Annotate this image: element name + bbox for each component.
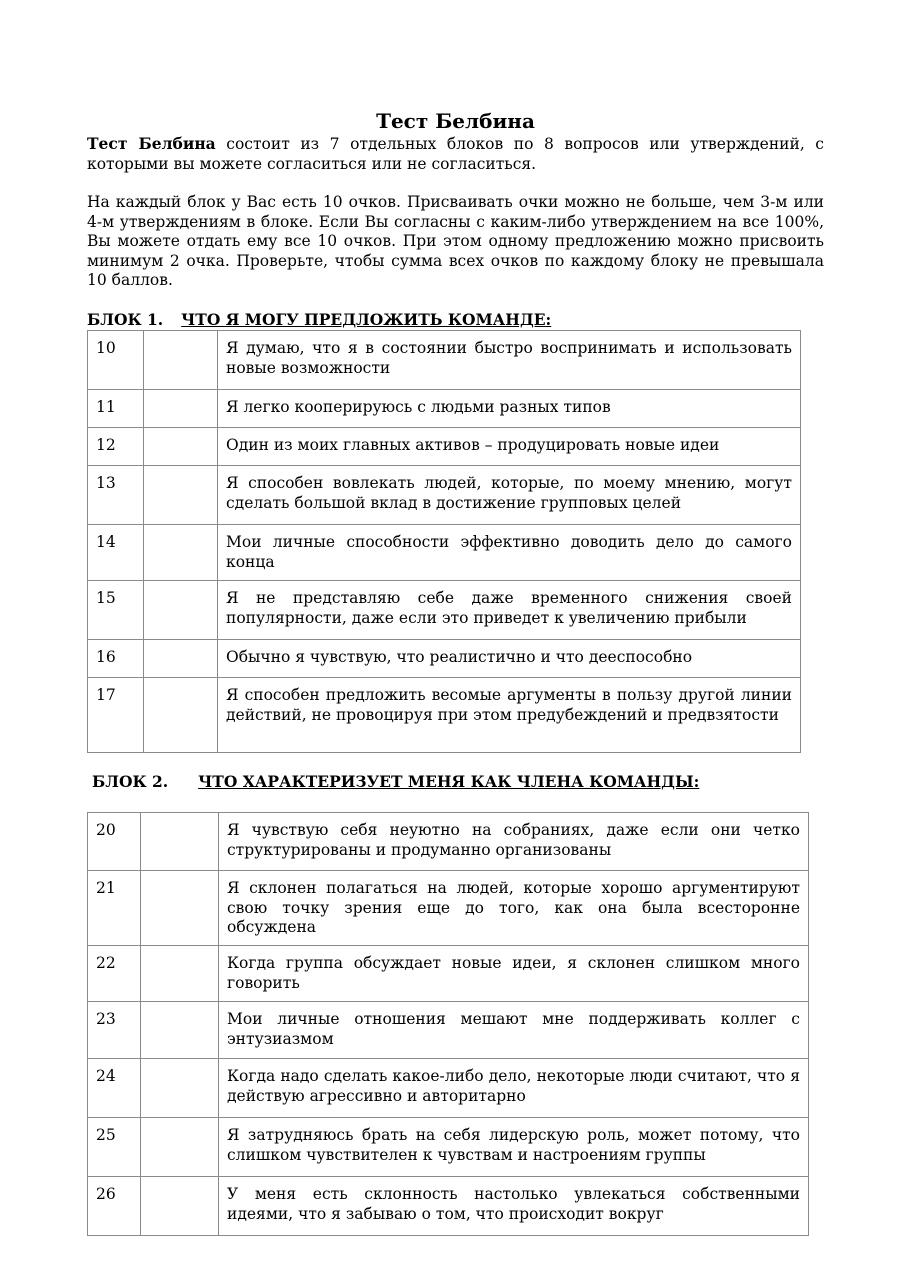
statement-text: Один из моих главных активов – продуцировать новые идеи xyxy=(218,428,801,466)
statement-number: 22 xyxy=(88,946,141,1002)
score-cell[interactable] xyxy=(141,1118,219,1177)
statement-number: 13 xyxy=(88,466,144,525)
table-row xyxy=(88,1059,809,1118)
statement-number: 17 xyxy=(88,678,144,753)
table-row xyxy=(88,946,809,1002)
score-cell[interactable] xyxy=(144,640,218,678)
score-cell[interactable] xyxy=(144,525,218,581)
table-row xyxy=(88,466,801,525)
statement-text: Обычно я чувствую, что реалистично и что дееспособно xyxy=(218,640,801,678)
statement-number: 20 xyxy=(88,813,141,871)
statement-number: 26 xyxy=(88,1177,141,1236)
score-cell[interactable] xyxy=(141,813,219,871)
table-row xyxy=(88,1177,809,1236)
table-row xyxy=(88,428,801,466)
score-cell[interactable] xyxy=(144,390,218,428)
statement-number: 12 xyxy=(88,428,144,466)
intro-paragraph-1 xyxy=(87,134,824,174)
statement-text: Мои личные способности эффективно доводить дело до самого конца xyxy=(218,525,801,581)
block-1-label: БЛОК 1. xyxy=(87,310,164,329)
score-cell[interactable] xyxy=(141,1177,219,1236)
table-row xyxy=(88,525,801,581)
score-cell[interactable] xyxy=(141,1002,219,1059)
table-row xyxy=(88,678,801,753)
statement-text: Я думаю, что я в состоянии быстро воспринимать и использовать новые возможности xyxy=(218,331,801,390)
statement-number: 11 xyxy=(88,390,144,428)
table-row xyxy=(88,390,801,428)
statement-text: Когда группа обсуждает новые идеи, я склонен слишком много говорить xyxy=(219,946,809,1002)
statement-number: 24 xyxy=(88,1059,141,1118)
statement-text: Я легко кооперируюсь с людьми разных типов xyxy=(218,390,801,428)
block-1-table xyxy=(87,330,801,753)
score-cell[interactable] xyxy=(141,946,219,1002)
statement-number: 16 xyxy=(88,640,144,678)
table-row xyxy=(88,871,809,946)
statement-number: 25 xyxy=(88,1118,141,1177)
score-cell[interactable] xyxy=(144,678,218,753)
score-cell[interactable] xyxy=(141,871,219,946)
block-2-table xyxy=(87,812,809,1236)
intro-paragraph-2: На каждый блок у Вас есть 10 очков. Присваивать очки можно не больше, чем 3-м или 4-м утверждениям в блоке. Если Вы согласны с каким-либо утверждением на все 100%, Вы можете отдать ему все 10 очков. При этом одному предложению можно присвоить минимум 2 очка. Проверьте, чтобы сумма всех очков по каждому блоку не превышала 10 баллов. xyxy=(87,193,824,289)
block-2-title: ЧТО ХАРАКТЕРИЗУЕТ МЕНЯ КАК ЧЛЕНА КОМАНДЫ: xyxy=(198,772,700,791)
block-1-heading xyxy=(87,310,551,330)
statement-number: 10 xyxy=(88,331,144,390)
statement-text: Я способен вовлекать людей, которые, по моему мнению, могут сделать большой вклад в достижение групповых целей xyxy=(218,466,801,525)
statement-text: Мои личные отношения мешают мне поддерживать коллег с энтузиазмом xyxy=(219,1002,809,1059)
score-cell[interactable] xyxy=(144,331,218,390)
statement-text: Я склонен полагаться на людей, которые хорошо аргументируют свою точку зрения еще до того, как она была всесторонне обсуждена xyxy=(219,871,809,946)
statement-text: Я не представляю себе даже временного снижения своей популярности, даже если это приведет к увеличению прибыли xyxy=(218,581,801,640)
statement-text: Я затрудняюсь брать на себя лидерскую роль, может потому, что слишком чувствителен к чувствам и настроениям группы xyxy=(219,1118,809,1177)
score-cell[interactable] xyxy=(144,466,218,525)
table-row xyxy=(88,1002,809,1059)
block-1-title: ЧТО Я МОГУ ПРЕДЛОЖИТЬ КОМАНДЕ: xyxy=(181,310,552,329)
statement-text: У меня есть склонность настолько увлекаться собственными идеями, что я забываю о том, что происходит вокруг xyxy=(219,1177,809,1236)
intro-bold-lead: Тест Белбина xyxy=(87,134,216,153)
table-row xyxy=(88,1118,809,1177)
document-body xyxy=(87,108,824,291)
statement-number: 23 xyxy=(88,1002,141,1059)
table-row xyxy=(88,640,801,678)
statement-text: Я чувствую себя неуютно на собраниях, даже если они четко структурированы и продуманно организованы xyxy=(219,813,809,871)
table-row xyxy=(88,331,801,390)
block-2-label: БЛОК 2. xyxy=(92,772,169,791)
score-cell[interactable] xyxy=(144,581,218,640)
score-cell[interactable] xyxy=(144,428,218,466)
score-cell[interactable] xyxy=(141,1059,219,1118)
statement-text: Когда надо сделать какое-либо дело, некоторые люди считают, что я действую агрессивно и авторитарно xyxy=(219,1059,809,1118)
block-2-heading xyxy=(92,772,699,792)
table-row xyxy=(88,813,809,871)
intro-paragraph-1-text: состоит из 7 отдельных блоков по 8 вопросов или утверждений, с которыми вы можете согласиться или не согласиться. xyxy=(87,135,824,173)
statement-number: 14 xyxy=(88,525,144,581)
statement-text: Я способен предложить весомые аргументы в пользу другой линии действий, не провоцируя при этом предубеждений и предвзятости xyxy=(218,678,801,753)
statement-number: 15 xyxy=(88,581,144,640)
table-row xyxy=(88,581,801,640)
document-title: Тест Белбина xyxy=(376,109,535,133)
statement-number: 21 xyxy=(88,871,141,946)
